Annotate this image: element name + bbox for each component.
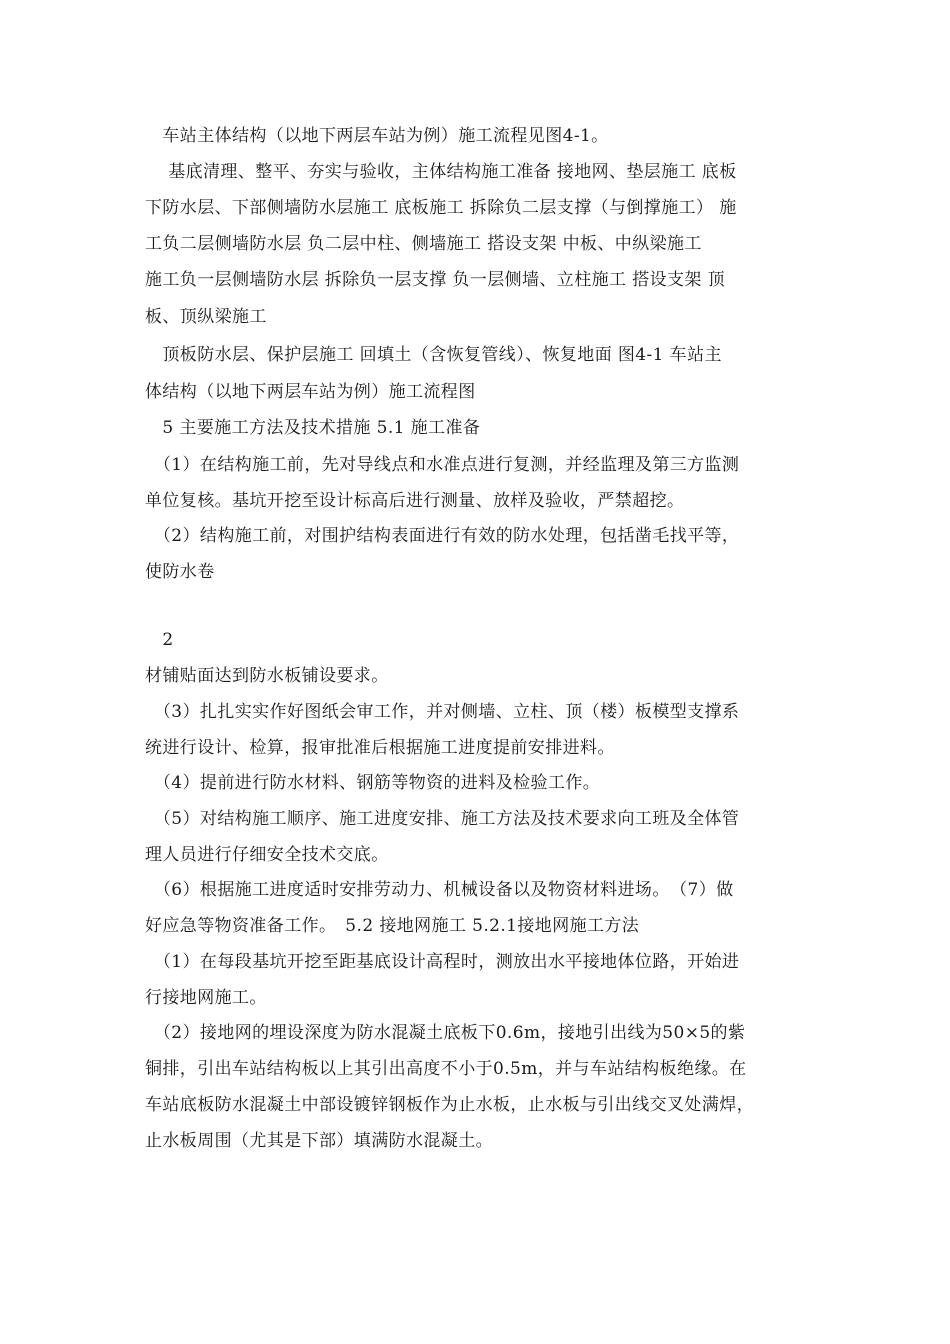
text-line: 板、顶纵梁施工 [145,307,267,327]
text-line: （5）对结构施工顺序、施工进度安排、施工方法及技术要求向工班及全体管 [145,809,740,829]
text-line: 工负二层侧墙防水层 负二层中柱、侧墙施工 搭设支架 中板、中纵梁施工 [145,234,702,254]
text-line: 使防水卷 [145,562,215,582]
text-line: 好应急等物资准备工作。 5.2 接地网施工 5.2.1接地网施工方法 [145,916,640,936]
text-line: 统进行设计、检算，报审批准后根据施工进度提前安排进料。 [145,738,615,758]
text-line: 车站主体结构（以地下两层车站为例）施工流程见图4-1。 [145,126,609,146]
text-line: （3）扎扎实实作好图纸会审工作，并对侧墙、立柱、顶（楼）板模型支撑系 [145,702,740,722]
text-line: 单位复核。基坑开挖至设计标高后进行测量、放样及验收，严禁超挖。 [145,491,685,511]
text-line: （1）在每段基坑开挖至距基底设计高程时，测放出水平接地体位路，开始进 [145,952,740,972]
text-line: 止水板周围（尤其是下部）填满防水混凝土。 [145,1131,493,1151]
text-line: （4）提前进行防水材料、钢筋等物资的进料及检验工作。 [145,773,601,793]
text-line: 铜排，引出车站结构板以上其引出高度不小于0.5m，并与车站结构板绝缘。在 [145,1059,747,1079]
section-heading: 5 主要施工方法及技术措施 5.1 施工准备 [145,418,481,438]
text-line: （1）在结构施工前，先对导线点和水准点进行复测，并经监理及第三方监测 [145,455,740,475]
text-line: 车站底板防水混凝土中部设镀锌钢板作为止水板，止水板与引出线交叉处满焊， [145,1095,754,1115]
text-line: 材铺贴面达到防水板铺设要求。 [145,666,389,686]
text-line: 下防水层、下部侧墙防水层施工 底板施工 拆除负二层支撑（与倒撑施工） 施 [145,198,737,218]
text-line: 施工负一层侧墙防水层 拆除负一层支撑 负一层侧墙、立柱施工 搭设支架 顶 [145,270,726,290]
text-line: 行接地网施工。 [145,988,267,1008]
text-line: 顶板防水层、保护层施工 回填土（含恢复管线）、恢复地面 图4-1 车站主 [145,345,722,365]
text-line: 理人员进行仔细安全技术交底。 [145,845,389,865]
text-line: 体结构（以地下两层车站为例）施工流程图 [145,382,476,402]
text-line: 基底清理、整平、夯实与验收，主体结构施工准备 接地网、垫层施工 底板 [145,162,737,182]
text-line: （6）根据施工进度适时安排劳动力、机械设备以及物资材料进场。 （7）做 [145,880,734,900]
text-line: （2）结构施工前，对围护结构表面进行有效的防水处理，包括凿毛找平等， [145,526,740,546]
page-number: 2 [145,630,174,650]
text-line: （2）接地网的埋设深度为防水混凝土底板下0.6m，接地引出线为50×5的紫 [145,1023,746,1043]
